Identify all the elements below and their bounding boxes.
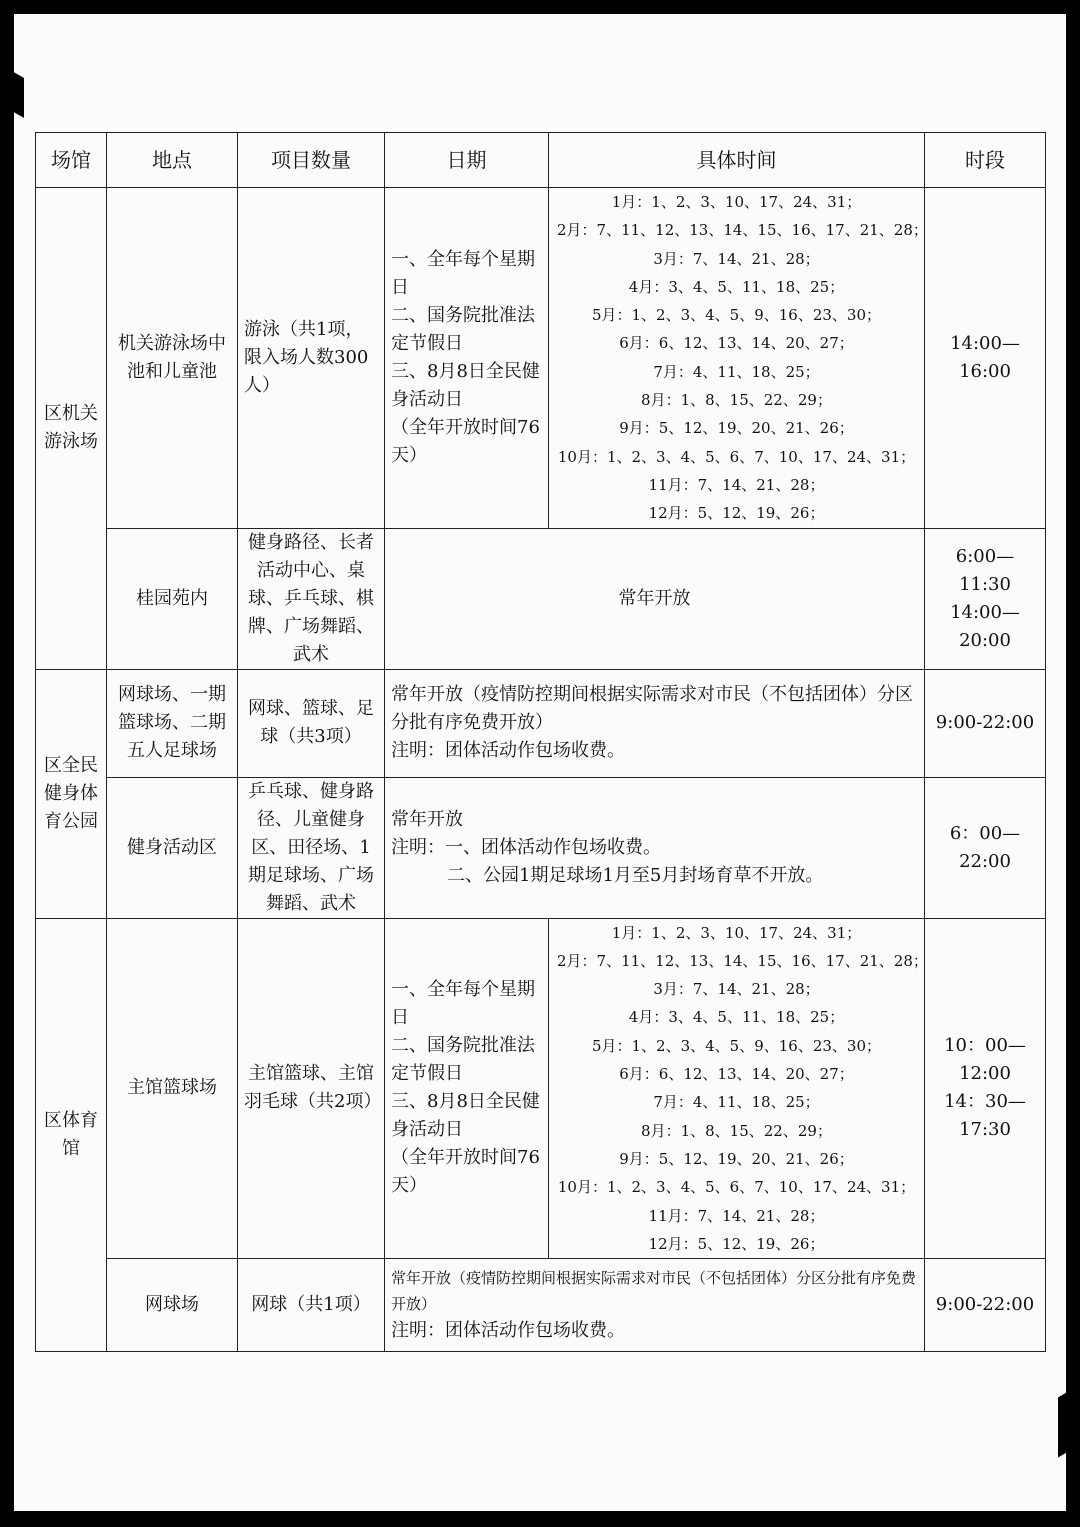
- period-cell: 9:00-22:00: [925, 1259, 1046, 1352]
- table-row: [36, 777, 1046, 918]
- scan-edge-left: [10, 70, 24, 118]
- place-cell: 网球场、一期篮球场、二期五人足球场: [107, 669, 238, 777]
- date-line: （全年开放时间76天）: [391, 416, 540, 466]
- place-cell: 桂园苑内: [107, 528, 238, 669]
- schedule-table: [35, 132, 1046, 1352]
- date-cell: [385, 188, 549, 529]
- table-row: [36, 918, 1046, 1259]
- header-row: [36, 133, 1046, 188]
- period-cell: [925, 528, 1046, 669]
- month-line: 9月：5、12、19、20、21、26；: [619, 419, 854, 438]
- header-items: 项目数量: [238, 133, 385, 188]
- month-line: 7月：4、11、18、25；: [653, 1093, 820, 1112]
- month-line: 11月：7、14、21、28；: [648, 1206, 825, 1225]
- schedule-line: 常年开放（疫情防控期间根据实际需求对市民（不包括团体）分区分批有序免费开放）: [391, 1269, 917, 1314]
- header-specific-time: 具体时间: [549, 133, 925, 188]
- period-line: 10：00—12:00: [944, 1035, 1026, 1085]
- schedule-line: 二、公园1期足球场1月至5月封场育草不开放。: [447, 864, 824, 886]
- month-line: 6月：6、12、13、14、20、27；: [619, 1065, 854, 1084]
- document-page: [14, 14, 1066, 1511]
- place-cell: 网球场: [107, 1259, 238, 1352]
- month-line: 1月：1、2、3、10、17、24、31；: [611, 193, 862, 211]
- period-cell: 6：00—22:00: [925, 777, 1046, 918]
- month-line: 5月：1、2、3、4、5、9、16、23、30；: [591, 306, 882, 325]
- schedule-line: 注明：团体活动作包场收费。: [391, 740, 625, 762]
- items-cell: 网球、篮球、足球（共3项）: [238, 669, 385, 777]
- month-line: 3月：7、14、21、28；: [653, 980, 820, 999]
- month-line: 5月：1、2、3、4、5、9、16、23、30；: [591, 1036, 882, 1055]
- schedule-line: 常年开放: [391, 808, 463, 830]
- venue-name: 区机关游泳场: [36, 188, 107, 670]
- schedule-cell: [385, 777, 925, 918]
- month-line: 2月：7、11、12、13、14、15、16、17、21、28；: [557, 951, 928, 970]
- month-line: 3月：7、14、21、28；: [653, 249, 820, 268]
- date-line: 二、国务院批准法定节假日: [391, 1035, 535, 1085]
- specific-dates-cell: [549, 188, 928, 529]
- period-line: 14:00—20:00: [950, 601, 1020, 651]
- schedule-line: 注明：一、团体活动作包场收费。: [391, 836, 661, 858]
- header-venue: 场馆: [36, 133, 107, 188]
- items-cell: 主馆篮球、主馆羽毛球（共2项）: [238, 918, 385, 1259]
- specific-dates-cell: [549, 918, 928, 1259]
- items-cell: 健身路径、长者活动中心、桌球、乒乓球、棋牌、广场舞蹈、武术: [238, 528, 385, 669]
- month-line: 10月：1、2、3、4、5、6、7、10、17、24、31；: [557, 447, 916, 466]
- schedule-cell: [385, 669, 925, 777]
- scan-edge-right: [1058, 1391, 1070, 1458]
- place-cell: 主馆篮球场: [107, 918, 238, 1259]
- date-line: 三、8月8日全民健身活动日: [391, 360, 540, 410]
- month-line: 1月：1、2、3、10、17、24、31；: [611, 923, 862, 942]
- date-line: 三、8月8日全民健身活动日: [391, 1091, 540, 1141]
- venue-name: 区体育馆: [36, 918, 107, 1352]
- schedule-line: 常年开放（疫情防控期间根据实际需求对市民（不包括团体）分区分批有序免费开放）: [391, 684, 913, 734]
- month-line: 12月：5、12、19、26；: [648, 504, 825, 523]
- date-line: （全年开放时间76天）: [391, 1147, 540, 1197]
- items-cell: 游泳（共1项，限入场人数300人）: [238, 188, 385, 529]
- items-cell: 网球（共1项）: [238, 1259, 385, 1352]
- table-row: [36, 188, 1046, 529]
- place-cell: 健身活动区: [107, 777, 238, 918]
- date-cell: [385, 918, 549, 1259]
- month-line: 10月：1、2、3、4、5、6、7、10、17、24、31；: [557, 1178, 916, 1197]
- month-line: 2月：7、11、12、13、14、15、16、17、21、28；: [557, 221, 928, 240]
- schedule-cell: [385, 1259, 925, 1352]
- date-line: 一、全年每个星期日: [391, 248, 535, 298]
- table-row: [36, 528, 1046, 669]
- month-line: 8月：1、8、15、22、29；: [641, 391, 832, 410]
- period-line: 14：30—17:30: [944, 1091, 1026, 1141]
- month-line: 9月：5、12、19、20、21、26；: [619, 1149, 854, 1168]
- header-date: 日期: [385, 133, 549, 188]
- period-cell: 14:00—16:00: [925, 188, 1046, 529]
- items-cell: 乒乓球、健身路径、儿童健身区、田径场、1期足球场、广场舞蹈、武术: [238, 777, 385, 918]
- schedule-line: 注明：团体活动作包场收费。: [391, 1320, 625, 1342]
- place-cell: 机关游泳场中池和儿童池: [107, 188, 238, 529]
- month-line: 4月：3、4、5、11、18、25；: [628, 277, 845, 296]
- period-cell: 9:00-22:00: [925, 669, 1046, 777]
- date-line: 二、国务院批准法定节假日: [391, 304, 535, 354]
- date-line: 一、全年每个星期日: [391, 979, 535, 1029]
- month-line: 11月：7、14、21、28；: [648, 475, 825, 494]
- venue-name: 区全民健身体育公园: [36, 669, 107, 918]
- month-line: 12月：5、12、19、26；: [648, 1234, 825, 1253]
- month-line: 7月：4、11、18、25；: [653, 362, 820, 381]
- schedule-cell: 常年开放: [385, 528, 925, 669]
- month-line: 6月：6、12、13、14、20、27；: [619, 334, 854, 353]
- header-place: 地点: [107, 133, 238, 188]
- month-line: 4月：3、4、5、11、18、25；: [628, 1008, 845, 1027]
- month-line: 8月：1、8、15、22、29；: [641, 1121, 832, 1140]
- header-period: 时段: [925, 133, 1046, 188]
- period-cell: [925, 918, 1046, 1259]
- period-line: 6:00—11:30: [955, 545, 1015, 595]
- table-row: [36, 1259, 1046, 1352]
- table-row: [36, 669, 1046, 777]
